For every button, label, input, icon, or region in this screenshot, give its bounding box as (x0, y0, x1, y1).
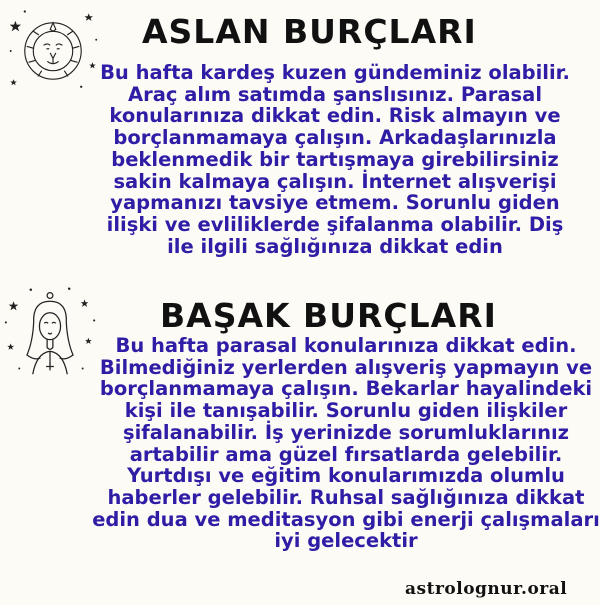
lion-zodiac-icon (6, 4, 100, 98)
virgo-section-title: BAŞAK BURÇLARI (160, 296, 497, 335)
virgo-horoscope-text: Bu hafta parasal konularınıza dikkat edin. Bilmediğiniz yerlerden alışveriş yapmayın ve borçlanmamaya çalışın. Bekarlar hayalindeki kişi ile tanışabilir. Sorunlu giden ilişkiler şifalanabilir. İş yerinizde sorumluklarınız artabilir ama güzel fırsatlarda gelebilir. Yurtdışı ve eğitim konularımızda olumlu haberler gelebilir. Ruhsal sağlığınıza dikkat edin dua ve meditasyon gibi enerji çalışmaları iyi gelecektir (92, 334, 600, 553)
leo-section-title: ASLAN BURÇLARI (142, 12, 477, 51)
watermark-handle: astrolognur.oral (405, 579, 568, 599)
leo-horoscope-text: Bu hafta kardeş kuzen gündeminiz olabilir. Araç alım satımda şanslısınız. Parasal konularınıza dikkat edin. Risk almayın ve borçlanmamaya çalışın. Arkadaşlarınızla beklenmedik bir tartışmaya girebilirsiniz sakin kalmaya çalışın. İnternet alışverişi yapmanızı tavsiye etmem. Sorunlu giden ilişki ve evliliklerde şifalanma olabilir. Diş ile ilgili sağlığınıza dikkat edin (100, 61, 570, 258)
virgo-maiden-zodiac-icon (2, 282, 98, 382)
